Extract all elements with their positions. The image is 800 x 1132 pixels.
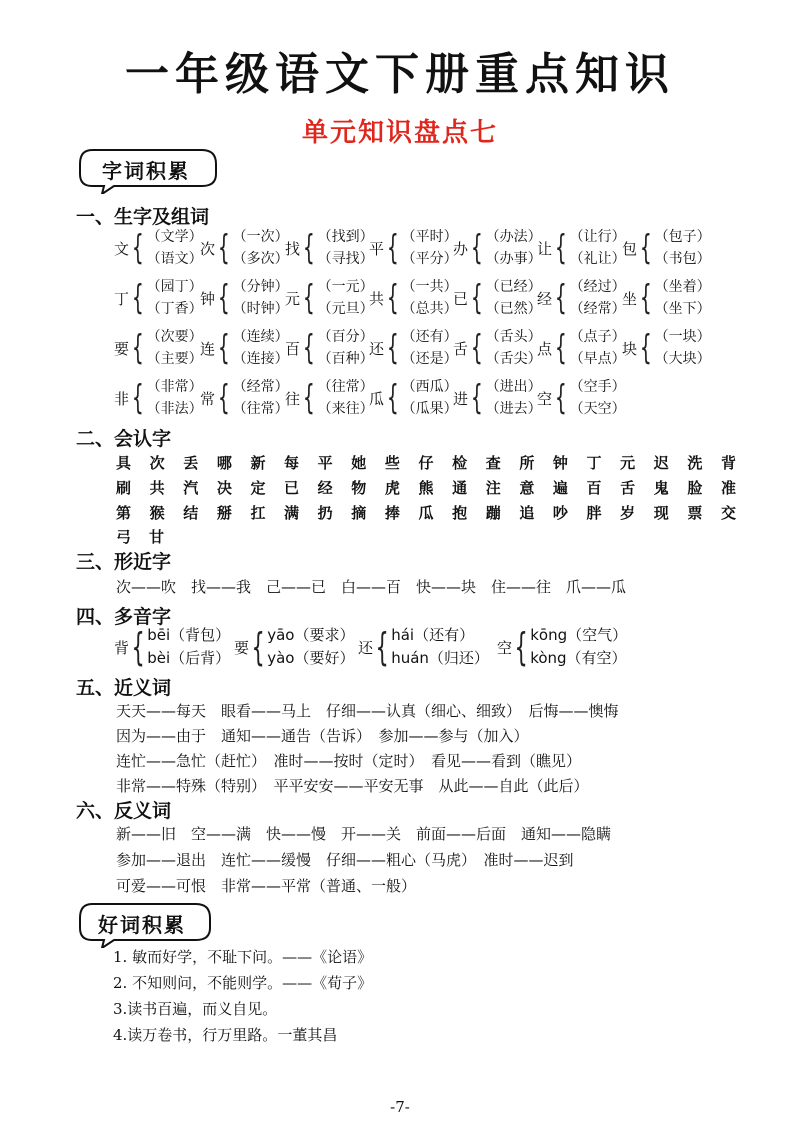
polyphone-reading: yāo（要求） — [267, 626, 355, 644]
word-group-word: （一元） — [317, 279, 374, 295]
word-group-word: （往常） — [232, 401, 289, 417]
word-group-word: （大块） — [654, 351, 711, 367]
word-group-word: （舌头） — [485, 329, 542, 345]
word-group-word: （经常） — [232, 379, 289, 395]
word-group — [200, 226, 289, 270]
recognize-character: 查 — [485, 454, 501, 472]
recognize-character: 汽 — [183, 479, 199, 497]
word-group-character: 丁 — [114, 289, 130, 308]
recognize-character: 满 — [284, 504, 300, 522]
recognize-character: 百 — [586, 479, 602, 497]
recognize-character: 哪 — [216, 454, 232, 472]
recognize-character: 经 — [317, 479, 333, 497]
recognize-character: 蹦 — [485, 504, 501, 522]
word-group-character: 进 — [453, 389, 469, 408]
word-group-word: （连接） — [232, 351, 289, 367]
brace-icon: { — [639, 228, 652, 268]
word-group-word: （西瓜） — [401, 379, 458, 395]
recognize-character: 瓜 — [418, 504, 434, 522]
words-badge — [74, 144, 224, 194]
word-group-character: 平 — [369, 239, 385, 258]
word-group-word: （一次） — [232, 229, 289, 245]
polyphone-group — [497, 624, 627, 670]
recognize-character: 背 — [720, 454, 736, 472]
brace-icon: { — [470, 378, 483, 418]
brace-icon: { — [131, 228, 144, 268]
brace-icon: { — [554, 378, 567, 418]
recognize-character: 决 — [216, 479, 232, 497]
brace-icon: { — [131, 378, 144, 418]
word-group-character: 连 — [200, 339, 216, 358]
polyphone-character: 还 — [358, 638, 374, 657]
word-group-word: （书包） — [654, 251, 711, 267]
word-group-word: （还有） — [401, 329, 458, 345]
word-group-word: （点子） — [569, 329, 626, 345]
word-group-word: （平分） — [401, 251, 458, 267]
recognize-character: 丁 — [586, 454, 602, 472]
recognize-character: 她 — [351, 454, 367, 472]
word-group-character: 已 — [453, 289, 469, 308]
brace-icon: { — [386, 278, 399, 318]
antonym-line: 可爱——可恨 非常——平常（普通、一般） — [116, 877, 417, 895]
recognize-row — [116, 502, 736, 523]
word-group-word: （百种） — [317, 351, 374, 367]
word-group-word: （非法） — [146, 401, 203, 417]
word-group-character: 非 — [114, 389, 130, 408]
word-group-word: （一块） — [654, 329, 711, 345]
words-badge-label: 字词积累 — [102, 159, 190, 183]
word-group — [369, 326, 458, 370]
brace-icon: { — [470, 228, 483, 268]
word-group-character: 包 — [622, 239, 638, 258]
word-group — [453, 376, 542, 420]
synonym-line: 天天——每天 眼看——马上 仔细——认真（细心、细致） 后悔——懊悔 — [116, 702, 619, 720]
recognize-character: 意 — [519, 479, 535, 497]
word-group-character: 经 — [537, 289, 553, 308]
word-group-word: （丁香） — [146, 301, 203, 317]
recognize-row — [116, 477, 736, 498]
word-group-word: （主要） — [146, 351, 203, 367]
word-group-character: 瓜 — [369, 389, 385, 408]
word-group-character: 办 — [453, 239, 469, 258]
word-group-word: （次要） — [146, 329, 203, 345]
word-group-word: （总共） — [401, 301, 458, 317]
polyphone-group — [358, 624, 489, 670]
word-group — [114, 376, 203, 420]
word-group-character: 要 — [114, 339, 130, 358]
word-group-word: （连续） — [232, 329, 289, 345]
word-group — [537, 226, 626, 270]
brace-icon: { — [217, 228, 230, 268]
recognize-character: 票 — [687, 504, 703, 522]
word-group-word: （礼让） — [569, 251, 626, 267]
word-group-word: （空手） — [569, 379, 626, 395]
word-group — [453, 326, 542, 370]
word-group-word: （百分） — [317, 329, 374, 345]
word-group-word: （往常） — [317, 379, 374, 395]
word-group — [622, 226, 711, 270]
recognize-character: 岁 — [620, 504, 636, 522]
word-group-character: 次 — [200, 239, 216, 258]
recognize-character: 平 — [317, 454, 333, 472]
recognize-character: 猴 — [149, 504, 165, 522]
word-group — [453, 226, 542, 270]
polyphone-reading: yào（要好） — [267, 649, 355, 667]
page-title: 一年级语文下册重点知识 — [125, 49, 675, 100]
brace-icon: { — [639, 278, 652, 318]
recognize-character: 迟 — [653, 454, 669, 472]
word-group-word: （包子） — [654, 229, 711, 245]
word-group-word: （语文） — [146, 251, 203, 267]
word-group — [285, 326, 374, 370]
word-group-word: （多次） — [232, 251, 289, 267]
word-group — [369, 276, 458, 320]
recognize-character: 遍 — [552, 479, 568, 497]
word-group-word: （经常） — [569, 301, 626, 317]
recognize-character: 注 — [485, 479, 501, 497]
synonym-line: 连忙——急忙（赶忙） 准时——按时（定时） 看见——看到（瞧见） — [116, 752, 582, 770]
section-heading: 六、反义词 — [76, 800, 172, 822]
synonym-line: 因为——由于 通知——通告（告诉） 参加——参与（加入） — [116, 727, 529, 745]
word-group-word: （瓜果） — [401, 401, 458, 417]
word-group — [285, 226, 374, 270]
section-heading: 一、生字及组词 — [76, 206, 210, 228]
antonym-line: 参加——退出 连忙——缓慢 仔细——粗心（马虎） 准时——迟到 — [116, 851, 574, 869]
brace-icon: { — [131, 625, 145, 669]
recognize-row — [116, 452, 736, 473]
brace-icon: { — [131, 278, 144, 318]
recognize-character: 丢 — [183, 454, 199, 472]
recognize-character: 仔 — [418, 454, 434, 472]
polyphone-reading: kōng（空气） — [530, 626, 628, 644]
recognize-character: 每 — [284, 454, 300, 472]
recognize-character: 扛 — [250, 504, 266, 522]
brace-icon: { — [470, 278, 483, 318]
word-group-character: 钟 — [200, 289, 216, 308]
good-sentence: 3.读书百遍，而义自见。 — [113, 1000, 278, 1018]
recognize-character: 已 — [284, 479, 300, 497]
word-group-word: （园丁） — [146, 279, 203, 295]
recognize-row — [116, 526, 184, 547]
word-group-word: （元旦） — [317, 301, 374, 317]
page-subtitle: 单元知识盘点七 — [301, 118, 498, 148]
recognize-character: 钟 — [552, 454, 568, 472]
word-group-character: 百 — [285, 339, 301, 358]
page-number: -7- — [390, 1098, 410, 1116]
brace-icon: { — [131, 328, 144, 368]
brace-icon: { — [302, 328, 315, 368]
polyphone-reading: kòng（有空） — [530, 649, 627, 667]
word-group-word: （坐下） — [654, 301, 711, 317]
word-group — [114, 326, 203, 370]
word-group-word: （让行） — [569, 229, 626, 245]
word-group-character: 点 — [537, 339, 553, 358]
section-heading: 五、近义词 — [76, 677, 172, 699]
recognize-character: 刷 — [116, 479, 132, 497]
brace-icon: { — [217, 378, 230, 418]
recognize-character: 共 — [149, 479, 165, 497]
brace-icon: { — [386, 378, 399, 418]
polyphone-reading: hái（还有） — [391, 626, 475, 644]
good-words-badge — [76, 898, 216, 948]
word-group-character: 文 — [114, 239, 130, 258]
section-heading: 四、多音字 — [76, 606, 172, 628]
word-group-word: （办法） — [485, 229, 542, 245]
brace-icon: { — [217, 328, 230, 368]
recognize-character: 扔 — [317, 504, 333, 522]
word-group-character: 常 — [200, 389, 216, 408]
polyphone-group — [234, 624, 354, 670]
word-group — [285, 276, 374, 320]
recognize-character: 追 — [519, 504, 535, 522]
word-group — [369, 226, 458, 270]
word-group-word: （文学） — [146, 229, 203, 245]
brace-icon: { — [375, 625, 389, 669]
brace-icon: { — [302, 228, 315, 268]
recognize-character: 摘 — [351, 504, 367, 522]
brace-icon: { — [514, 625, 528, 669]
recognize-character: 准 — [720, 479, 736, 497]
word-group — [622, 326, 711, 370]
brace-icon: { — [386, 228, 399, 268]
word-group-character: 往 — [285, 389, 301, 408]
polyphone-group — [114, 624, 230, 670]
recognize-character: 弓 — [116, 528, 132, 546]
antonym-line: 新——旧 空——满 快——慢 开——关 前面——后面 通知——隐瞒 — [116, 825, 612, 843]
recognize-character: 掰 — [216, 504, 232, 522]
recognize-character: 检 — [452, 454, 468, 472]
recognize-character: 些 — [384, 454, 400, 472]
recognize-character: 熊 — [418, 479, 434, 497]
brace-icon: { — [251, 625, 265, 669]
recognize-character: 次 — [149, 454, 165, 472]
word-group-word: （非常） — [146, 379, 203, 395]
brace-icon: { — [217, 278, 230, 318]
word-group — [537, 276, 626, 320]
similar-characters: 次——吹 找——我 己——已 白——百 快——块 住——往 爪——瓜 — [116, 578, 627, 596]
recognize-character: 通 — [452, 479, 468, 497]
good-sentence: 1. 敏而好学，不耻下问。——《论语》 — [113, 948, 373, 966]
word-group-word: （一共） — [401, 279, 458, 295]
word-group-word: （天空） — [569, 401, 626, 417]
word-group — [114, 226, 203, 270]
word-group-word: （坐着） — [654, 279, 711, 295]
word-group — [622, 276, 711, 320]
section-heading: 二、会认字 — [76, 428, 172, 450]
polyphone-character: 背 — [114, 638, 130, 657]
recognize-character: 脸 — [687, 479, 703, 497]
word-group-word: （分钟） — [232, 279, 289, 295]
word-group-word: （经过） — [569, 279, 626, 295]
word-group-character: 找 — [285, 239, 301, 258]
word-group-word: （进去） — [485, 401, 542, 417]
polyphone-reading: huán（归还） — [391, 649, 489, 667]
word-group-character: 舌 — [453, 339, 469, 358]
word-group-word: （已然） — [485, 301, 542, 317]
recognize-character: 元 — [620, 454, 636, 472]
polyphone-reading: bèi（后背） — [147, 649, 231, 667]
word-group-character: 块 — [622, 339, 638, 358]
recognize-character: 舌 — [620, 479, 636, 497]
word-group — [200, 276, 289, 320]
brace-icon: { — [639, 328, 652, 368]
word-group-character: 共 — [369, 289, 385, 308]
word-group-character: 坐 — [622, 289, 638, 308]
word-group-character: 空 — [537, 389, 553, 408]
word-group — [537, 376, 626, 420]
word-group-word: （平时） — [401, 229, 458, 245]
word-group-word: （办事） — [485, 251, 542, 267]
good-sentence: 4.读万卷书，行万里路。一董其昌 — [113, 1026, 338, 1044]
word-group-word: （进出） — [485, 379, 542, 395]
brace-icon: { — [302, 278, 315, 318]
word-group-character: 让 — [537, 239, 553, 258]
good-sentence: 2. 不知则问，不能则学。——《荀子》 — [113, 974, 373, 992]
recognize-character: 甘 — [149, 528, 165, 546]
word-group — [537, 326, 626, 370]
good-words-badge-label: 好词积累 — [98, 913, 186, 937]
polyphone-reading: bēi（背包） — [147, 626, 231, 644]
recognize-character: 抱 — [452, 504, 468, 522]
word-group-word: （找到） — [317, 229, 374, 245]
word-group — [114, 276, 203, 320]
brace-icon: { — [554, 278, 567, 318]
word-group — [453, 276, 542, 320]
brace-icon: { — [302, 378, 315, 418]
synonym-line: 非常——特殊（特别） 平平安安——平安无事 从此——自此（此后） — [116, 777, 589, 795]
word-group-word: （来往） — [317, 401, 374, 417]
recognize-character: 虎 — [384, 479, 400, 497]
recognize-character: 吵 — [552, 504, 568, 522]
word-group-word: （时钟） — [232, 301, 289, 317]
recognize-character: 洗 — [687, 454, 703, 472]
recognize-character: 结 — [183, 504, 199, 522]
word-group — [285, 376, 374, 420]
recognize-character: 第 — [116, 504, 132, 522]
brace-icon: { — [470, 328, 483, 368]
recognize-character: 新 — [250, 454, 266, 472]
polyphone-character: 要 — [234, 638, 250, 657]
section-heading: 三、形近字 — [76, 551, 172, 573]
word-group-word: （已经） — [485, 279, 542, 295]
word-group — [200, 376, 289, 420]
recognize-character: 定 — [250, 479, 266, 497]
word-group-word: （早点） — [569, 351, 626, 367]
recognize-character: 交 — [720, 504, 736, 522]
recognize-character: 胖 — [586, 504, 602, 522]
word-group-word: （寻找） — [317, 251, 374, 267]
word-group-character: 元 — [285, 289, 301, 308]
recognize-character: 鬼 — [653, 479, 669, 497]
word-group — [369, 376, 458, 420]
brace-icon: { — [554, 328, 567, 368]
word-group — [200, 326, 289, 370]
recognize-character: 物 — [351, 479, 367, 497]
polyphone-character: 空 — [497, 638, 513, 657]
recognize-character: 现 — [653, 504, 669, 522]
recognize-character: 捧 — [384, 504, 400, 522]
word-group-word: （舌尖） — [485, 351, 542, 367]
word-group-character: 还 — [369, 339, 385, 358]
word-group-word: （还是） — [401, 351, 458, 367]
recognize-character: 所 — [519, 454, 535, 472]
brace-icon: { — [386, 328, 399, 368]
recognize-character: 具 — [116, 454, 132, 472]
brace-icon: { — [554, 228, 567, 268]
